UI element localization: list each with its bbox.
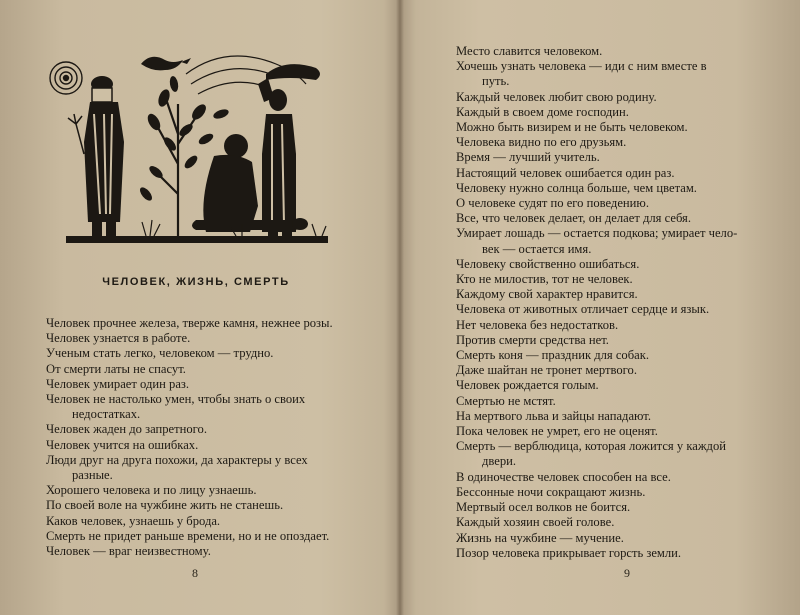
proverb-line: Бессонные ночи сокращают жизнь.	[456, 484, 646, 499]
proverb-line: Человека от животных отличает сердце и язык.	[456, 302, 710, 317]
proverb-line: В одиночестве человек способен на все.	[456, 469, 671, 484]
woodcut-illustration-icon	[46, 44, 336, 249]
proverb-line: Человек узнается в работе.	[46, 331, 191, 346]
proverb-line: О человеке судят по его поведению.	[456, 196, 649, 211]
proverb-line: Человек умирает один раз.	[46, 376, 190, 391]
proverb-line: Каждому свой характер нравится.	[456, 287, 638, 302]
proverb-line: По своей воле на чужбине жить не станешь.	[46, 498, 284, 513]
proverb-line: век — остается имя.	[482, 241, 592, 256]
proverb-line: Кто не милостив, тот не человек.	[456, 272, 633, 287]
proverb-line: Человек учится на ошибках.	[46, 437, 199, 452]
proverb-line: Смерть не придет раньше времени, но и не опоздает.	[46, 528, 330, 543]
proverb-line: Хочешь узнать человека — иди с ним вместе в	[456, 59, 707, 74]
proverb-line: Пока человек не умрет, его не оценят.	[456, 424, 658, 439]
proverb-line: Все, что человек делает, он делает для себя.	[456, 211, 691, 226]
proverb-line: Человек жаден до запретного.	[46, 422, 207, 437]
proverb-line: Мертвый осел волков не боится.	[456, 500, 631, 515]
page-number-right: 9	[624, 566, 630, 580]
left-proverb-list	[46, 316, 358, 559]
right-proverb-list	[456, 44, 772, 561]
proverb-line: Смертью не мстят.	[456, 393, 556, 408]
proverb-line: Жизнь на чужбине — мучение.	[456, 530, 624, 545]
book-gutter	[396, 0, 404, 615]
proverb-line: Ученым стать легко, человеком — трудно.	[46, 346, 274, 361]
proverb-line: Можно быть визирем и не быть человеком.	[456, 120, 688, 135]
proverb-line: Человеку свойственно ошибаться.	[456, 256, 640, 271]
proverb-line: Даже шайтан не тронет мертвого.	[456, 363, 637, 378]
standing-man-icon	[258, 64, 320, 238]
proverb-line: Место славится человеком.	[456, 44, 603, 58]
page-number-left: 8	[192, 566, 198, 580]
mourner-icon	[203, 134, 258, 232]
proverb-line: Каждый человек любит свою родину.	[456, 89, 657, 104]
proverb-line: Человек не настолько умен, чтобы знать о своих	[46, 392, 306, 407]
flower-icon	[68, 114, 84, 154]
proverb-line: От смерти латы не спасут.	[46, 361, 186, 376]
proverb-line: Позор человека прикрывает горсть земли.	[456, 545, 682, 560]
proverb-line: путь.	[482, 74, 510, 89]
proverb-line: На мертвого льва и зайцы нападают.	[456, 408, 652, 423]
proverb-line: Каждый хозяин своей голове.	[456, 515, 615, 530]
proverb-line: разные.	[72, 468, 113, 483]
man-with-flower-icon	[84, 76, 124, 236]
proverb-line: Каков человек, узнаешь у брода.	[46, 513, 221, 528]
proverb-line: недостатках.	[72, 407, 141, 422]
proverb-line: Человеку нужно солнца больше, чем цветам.	[456, 180, 697, 195]
proverb-line: Человека видно по его друзьям.	[456, 135, 627, 150]
proverb-line: Человек — враг неизвестному.	[46, 544, 211, 559]
proverb-line: Время — лучший учитель.	[456, 150, 600, 165]
sun-icon	[50, 62, 82, 94]
proverb-line: двери.	[482, 454, 517, 469]
proverb-line: Нет человека без недостатков.	[456, 317, 619, 332]
bird-icon	[141, 57, 191, 71]
proverb-line: Человек рождается голым.	[456, 378, 599, 393]
proverb-line: Хорошего человека и по лицу узнаешь.	[46, 483, 257, 498]
proverb-line: Смерть коня — праздник для собак.	[456, 348, 649, 363]
proverb-line: Умирает лошадь — остается подкова; умирает чело-	[456, 226, 738, 241]
proverb-line: Каждый в своем доме господин.	[456, 104, 629, 119]
tree-icon	[156, 99, 198, 236]
proverb-line: Против смерти средства нет.	[456, 332, 609, 347]
proverb-line: Настоящий человек ошибается один раз.	[456, 165, 675, 180]
proverb-line: Смерть — верблюдица, которая ложится у каждой	[456, 439, 726, 454]
proverb-line: Человек прочнее железа, тверже камня, нежнее розы.	[46, 316, 333, 330]
section-heading: ЧЕЛОВЕК, ЖИЗНЬ, СМЕРТЬ	[102, 276, 290, 288]
proverb-line: Люди друг на друга похожи, да характеры у всех	[46, 452, 308, 467]
